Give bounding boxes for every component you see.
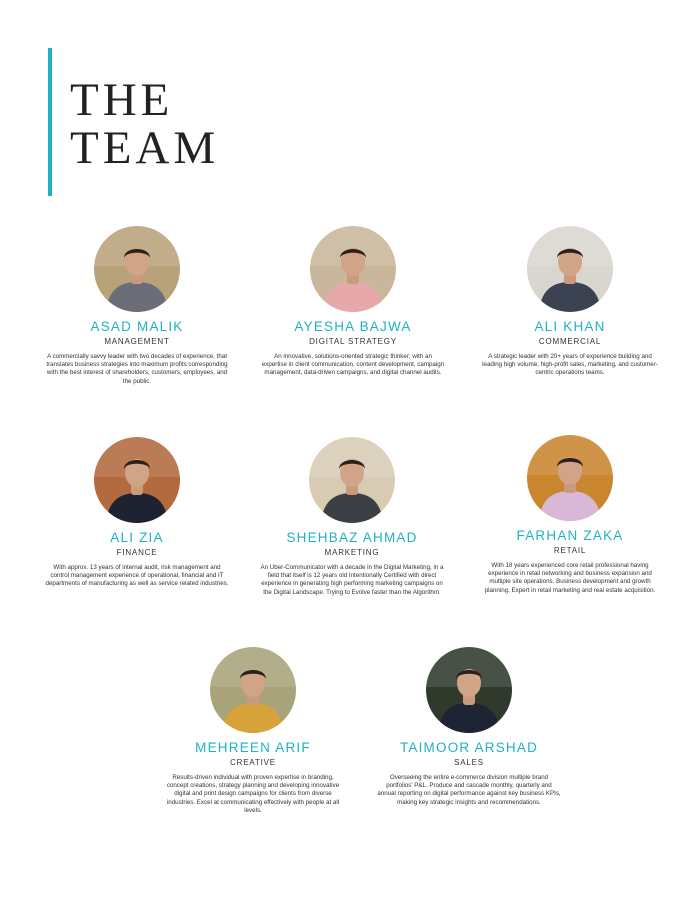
member-name: SHEHBAZ AHMAD <box>286 530 418 545</box>
member-role: FINANCE <box>116 548 158 557</box>
member-bio: An Uber-Communicator with a decade in the Digital Marketing, in a field that itself is 12 years old Intentionally Certified with direct experience in generating high performing marketing campaigns on the Digital Landscape. Trying to Evolve faster than the Algorithm. <box>260 564 444 596</box>
member-role: COMMERCIAL <box>538 337 602 346</box>
team-member-card <box>253 226 453 378</box>
member-photo <box>527 435 613 521</box>
member-photo <box>94 437 180 523</box>
member-role: DIGITAL STRATEGY <box>309 337 397 346</box>
team-member-card <box>369 647 569 807</box>
portrait-image <box>94 437 180 523</box>
member-photo <box>94 226 180 312</box>
member-role: SALES <box>454 758 484 767</box>
member-role: CREATIVE <box>230 758 276 767</box>
portrait-image <box>527 435 613 521</box>
member-bio: With approx. 13 years of internal audit, risk management and control management experience of operational, financial and IT departments of manufacturing as well as service related industries. <box>45 564 229 588</box>
member-photo <box>309 437 395 523</box>
portrait-image <box>210 647 296 733</box>
member-bio: A commercially savvy leader with two decades of experience, that translates business strategies into maximum profits corresponding with the best interest of shareholders, customers, employees, and the public. <box>46 353 228 385</box>
team-member-card <box>37 226 237 386</box>
team-member-card <box>153 647 353 815</box>
member-name: AYESHA BAJWA <box>294 319 412 334</box>
member-name: ASAD MALIK <box>90 319 184 334</box>
member-name: ALI KHAN <box>534 319 606 334</box>
page-title-line-1: THE <box>70 74 174 126</box>
portrait-image <box>94 226 180 312</box>
member-bio: Results-driven individual with proven expertise in branding, concept creations, strategy planning and developing innovative digital and print design campaigns for clients from diverse industries. Excel at communicating effectively with people at all levels. <box>166 774 340 814</box>
team-member-card <box>470 226 670 378</box>
page-title <box>70 76 219 172</box>
member-bio: Overseeing the entire e-commerce division multiple brand portfolios' P&L. Produce and cascade monthly, quarterly and annual reporting on digital performance against key business KPIs, making key strategic insights and recommendations. <box>377 774 561 806</box>
team-member-card <box>252 437 452 597</box>
portrait-image <box>309 437 395 523</box>
member-name: FARHAN ZAKA <box>516 528 624 543</box>
portrait-image <box>310 226 396 312</box>
member-bio: An innovative, solutions-oriented strategic thinker; with an expertise in client communication, content development, campaign management, data-driven campaigns, and digital channel audits. <box>261 353 445 377</box>
team-member-card <box>470 435 670 595</box>
member-role: MANAGEMENT <box>104 337 170 346</box>
portrait-image <box>527 226 613 312</box>
member-name: ALI ZIA <box>110 530 164 545</box>
member-photo <box>426 647 512 733</box>
member-bio: With 18 years experienced core retail professional having experience in retail networking and business expansion and multiple site operations. Business development and growth planning. Expert in retail marketing and real estate acquisition. <box>484 562 656 594</box>
member-name: MEHREEN ARIF <box>195 740 311 755</box>
member-role: MARKETING <box>324 548 380 557</box>
member-name: TAIMOOR ARSHAD <box>399 740 539 755</box>
team-member-card <box>37 437 237 589</box>
member-bio: A strategic leader with 20+ years of experience building and leading high volume, high-profit sales, marketing, and customer-centric operations teams. <box>482 353 658 377</box>
portrait-image <box>426 647 512 733</box>
member-role: RETAIL <box>553 546 587 555</box>
title-accent-bar <box>48 48 52 196</box>
member-photo <box>210 647 296 733</box>
member-photo <box>527 226 613 312</box>
member-photo <box>310 226 396 312</box>
page-title-line-2: TEAM <box>70 122 220 174</box>
